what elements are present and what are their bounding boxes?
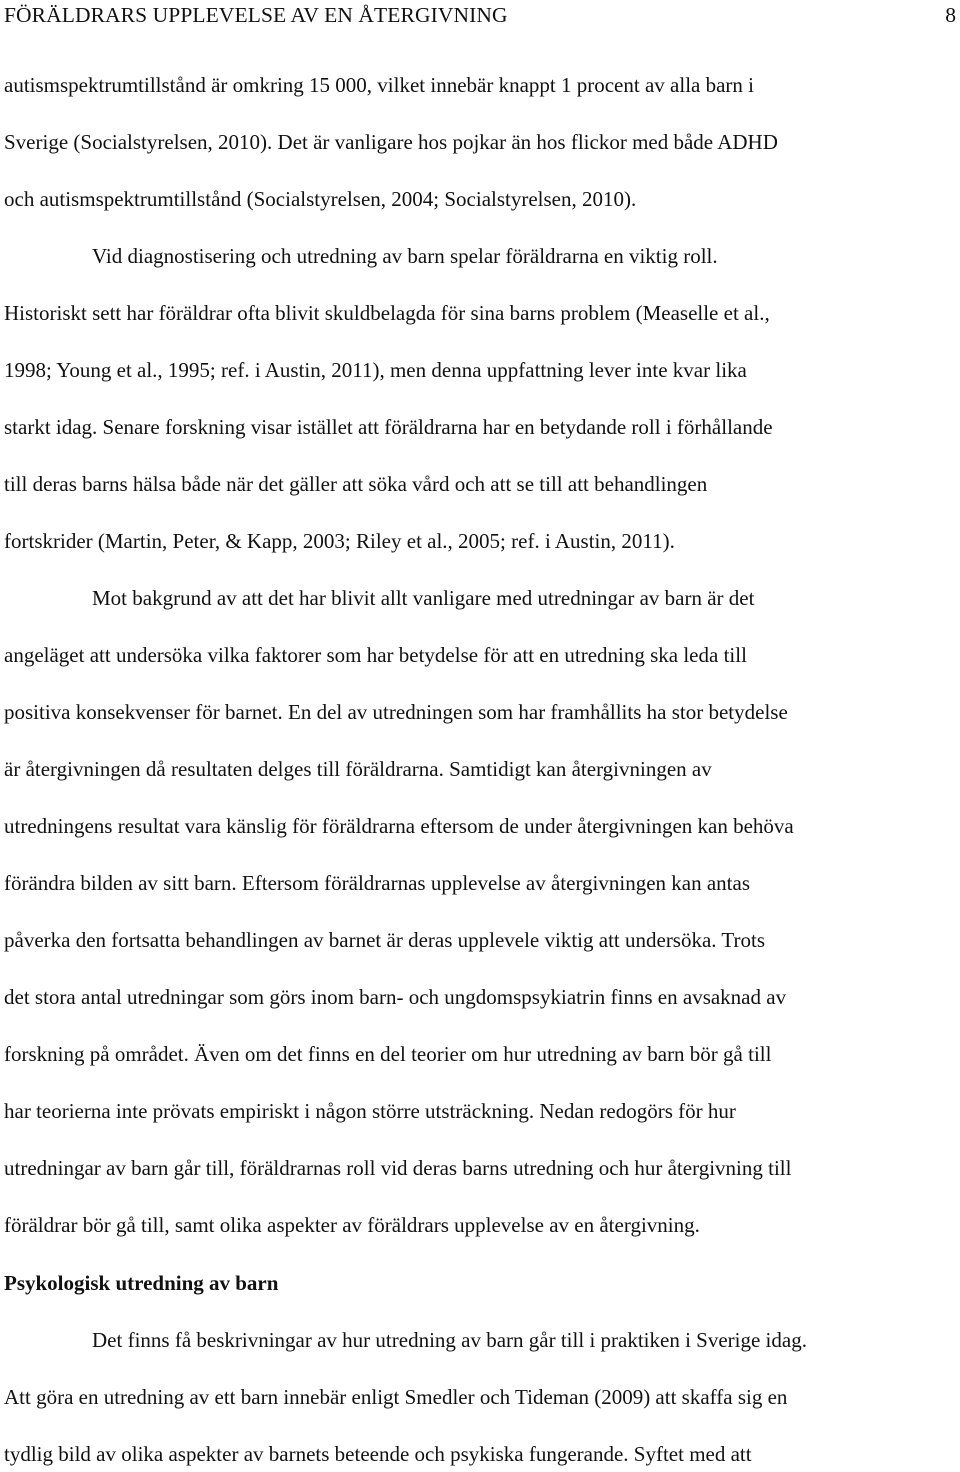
text-line: förändra bilden av sitt barn. Eftersom föräldrarnas upplevelse av återgivningen kan antas [4,871,751,895]
text-line: Historiskt sett har föräldrar ofta blivit skuldbelagda för sina barns problem (Measelle et al., [4,301,770,325]
text-line: tydlig bild av olika aspekter av barnets beteende och psykiska fungerande. Syftet med att [4,1442,752,1466]
text-line: utredningens resultat vara känslig för föräldrarna eftersom de under återgivningen kan behöva [4,814,794,838]
running-head: FÖRÄLDRARS UPPLEVELSE AV EN ÅTERGIVNING [4,3,508,27]
text-line: utredningar av barn går till, föräldrarnas roll vid deras barns utredning och hur återgivning till [4,1156,792,1180]
paragraph-first-line: Det finns få beskrivningar av hur utredning av barn går till i praktiken i Sverige idag. [92,1328,807,1352]
text-line: starkt idag. Senare forskning visar istället att föräldrarna har en betydande roll i förhållande [4,415,773,439]
text-line: Att göra en utredning av ett barn innebär enligt Smedler och Tideman (2009) att skaffa sig en [4,1385,788,1409]
text-line: fortskrider (Martin, Peter, & Kapp, 2003; Riley et al., 2005; ref. i Austin, 2011). [4,529,675,553]
text-line: till deras barns hälsa både när det gäller att söka vård och att se till att behandlingen [4,472,708,496]
page-number: 8 [945,3,956,27]
text-line: 1998; Young et al., 1995; ref. i Austin, 2011), men denna uppfattning lever inte kvar lika [4,358,747,382]
text-line: autismspektrumtillstånd är omkring 15 000, vilket innebär knappt 1 procent av alla barn i [4,73,754,97]
paragraph-first-line: Vid diagnostisering och utredning av barn spelar föräldrarna en viktig roll. [92,244,718,268]
text-line: angeläget att undersöka vilka faktorer som har betydelse för att en utredning ska leda till [4,643,747,667]
text-line: det stora antal utredningar som görs inom barn- och ungdomspsykiatrin finns en avsaknad av [4,985,787,1009]
text-line: är återgivningen då resultaten delges till föräldrarna. Samtidigt kan återgivningen av [4,757,712,781]
text-line: föräldrar bör gå till, samt olika aspekter av föräldrars upplevelse av en återgivning. [4,1213,700,1237]
text-line: påverka den fortsatta behandlingen av barnet är deras upplevele viktig att undersöka. Trots [4,928,766,952]
paragraph-first-line: Mot bakgrund av att det har blivit allt vanligare med utredningar av barn är det [92,586,755,610]
section-heading: Psykologisk utredning av barn [4,1271,279,1295]
text-line: har teorierna inte prövats empiriskt i någon större utsträckning. Nedan redogörs för hur [4,1099,736,1123]
text-line: Sverige (Socialstyrelsen, 2010). Det är vanligare hos pojkar än hos flickor med både ADHD [4,130,778,154]
text-line: forskning på området. Även om det finns en del teorier om hur utredning av barn bör gå till [4,1042,772,1066]
text-line: och autismspektrumtillstånd (Socialstyrelsen, 2004; Socialstyrelsen, 2010). [4,187,637,211]
text-line: positiva konsekvenser för barnet. En del av utredningen som har framhållits ha stor betydelse [4,700,788,724]
